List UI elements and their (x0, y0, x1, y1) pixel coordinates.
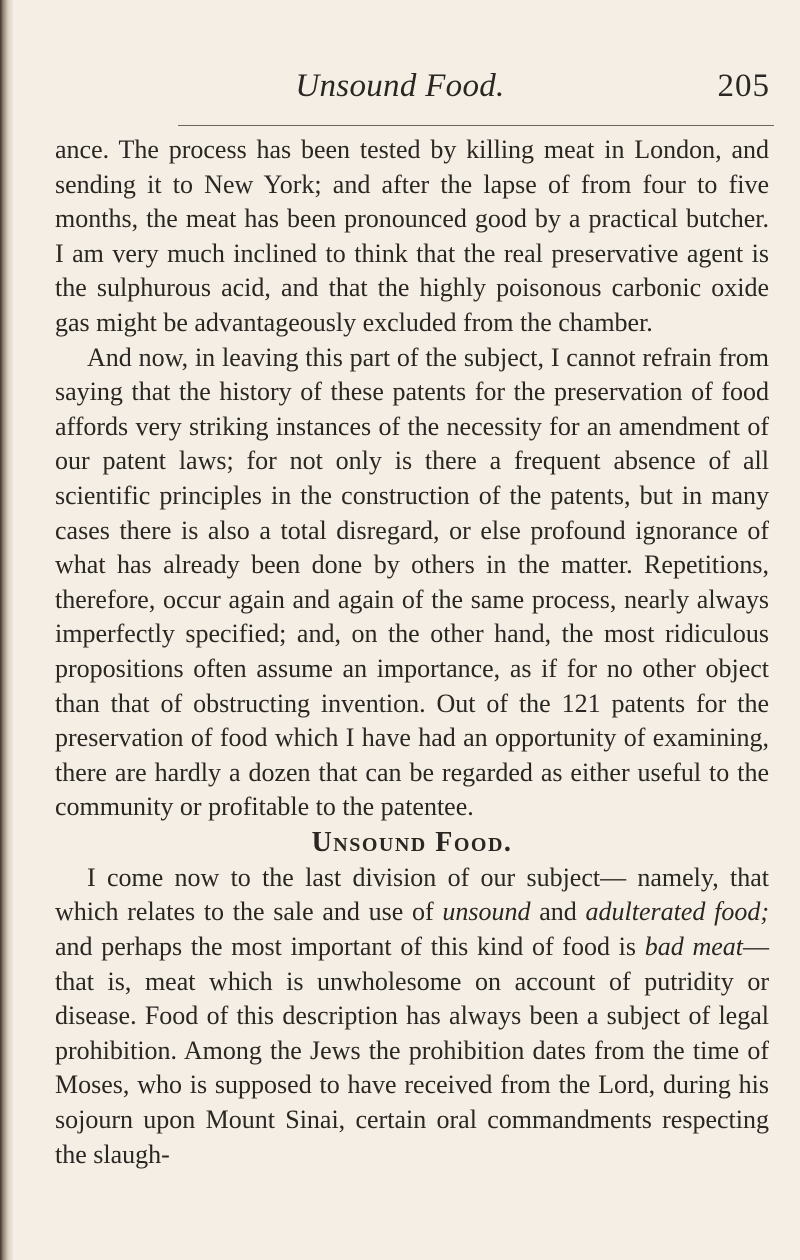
running-head (0, 66, 800, 116)
page-number: 205 (717, 68, 770, 104)
paragraph-text: and (530, 897, 586, 927)
paragraph-patents: And now, in leaving this part of the subject, I cannot refrain from saying that the history of these patents for the preservation of food affords very striking instances of the necessity for an amendment of our patent laws; for not only is there a frequent absence of all scientific principles in the construction of the patents, but in many cases there is also a total disregard, or else profound ignorance of what has already been done by others in the matter. Repetitions, therefore, occur again and again of the same process, nearly always imperfectly specified; and, on the other hand, the most ridiculous propositions often assume an importance, as if for no other object than that of obstructing invention. Out of the 121 patents for the preservation of food which I have had an opportunity of examining, there are hardly a dozen that can be regarded as either useful to the community or profitable to the patentee. (55, 342, 769, 822)
paragraph-text: —that is, meat which is unwholesome on account of putridity or disease. Food of this description has always been a subject of legal prohibition. Among the Jews the prohibition dates from the time of Moses, who is supposed to have received from the Lord, during his sojourn upon Mount Sinai, certain oral commandments respecting the slaugh- (55, 932, 769, 1169)
paragraph-continuation: ance. The process has been tested by killing meat in London, and sending it to New York; and after the lapse of from four to five months, the meat has been pronounced good by a practical butcher. I am very much inclined to think that the real preservative agent is the sulphurous acid, and that the highly poisonous carbonic oxide gas might be advantageously excluded from the chamber. (55, 135, 769, 337)
running-title: Unsound Food. (295, 68, 505, 104)
emphasis-unsound: unsound (442, 897, 531, 927)
header-rule (178, 125, 774, 126)
emphasis-bad-meat: bad meat (644, 932, 743, 962)
paragraph-text: I come now to the last division of our subject— namely, that which relates to the sale and use of (55, 862, 769, 927)
page-gutter-shadow (0, 0, 14, 1260)
section-heading: Unsound Food. (311, 826, 513, 858)
paragraph-unsound-food (55, 861, 769, 1172)
emphasis-adulterated-food: adulterated food; (585, 897, 769, 927)
paragraph-text: and perhaps the most important of this kind of food is (55, 932, 645, 962)
body-text (55, 133, 769, 1172)
